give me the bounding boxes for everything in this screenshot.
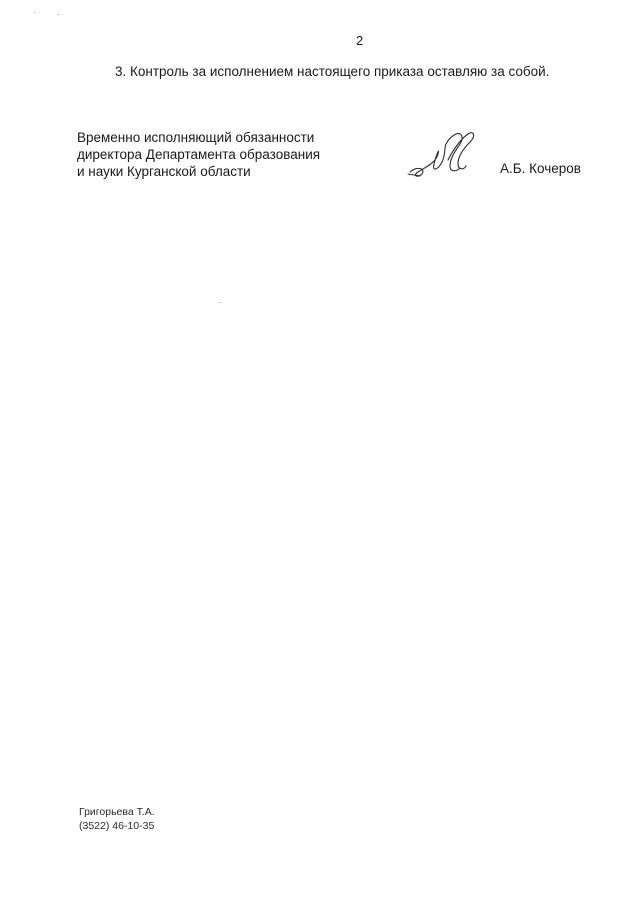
- position-line: директора Департамента образования: [77, 147, 321, 162]
- page-number: 2: [356, 33, 364, 48]
- executor-name: Григорьева Т.А.: [79, 806, 155, 818]
- executor-phone: (3522) 46-10-35: [79, 820, 155, 832]
- scan-speck: [58, 14, 59, 15]
- signatory-position: [77, 129, 320, 180]
- scan-speck: [219, 302, 220, 303]
- scan-speck: [34, 12, 35, 13]
- position-line: Временно исполняющий обязанности: [77, 130, 315, 145]
- position-line: и науки Курганской области: [77, 164, 251, 179]
- handwritten-signature: [404, 126, 482, 182]
- executor-info: [79, 805, 155, 833]
- order-paragraph: 3. Контроль за исполнением настоящего приказа оставляю за собой.: [115, 64, 550, 79]
- signer-name: А.Б. Кочеров: [500, 161, 581, 176]
